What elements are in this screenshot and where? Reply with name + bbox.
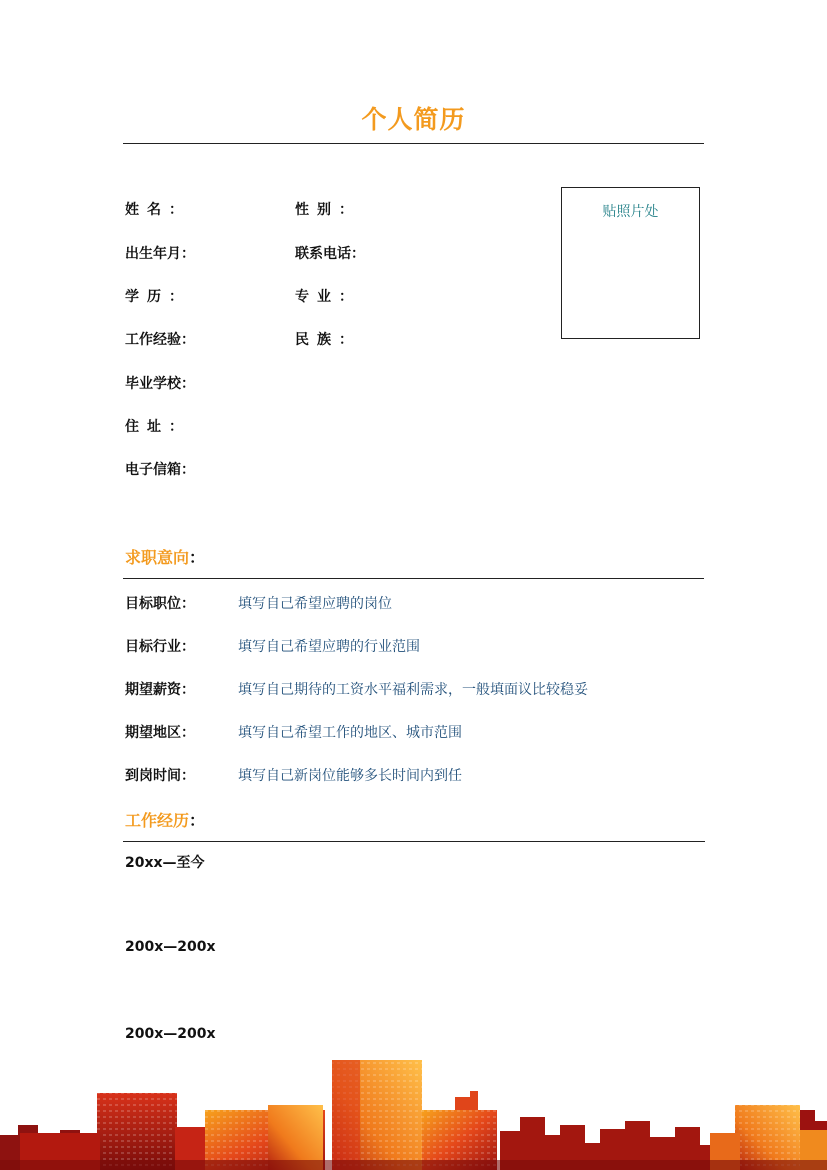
work-history-title: 工作经历	[125, 811, 190, 830]
school-label: 毕业学校：	[125, 376, 195, 392]
start-time-label: 到岗时间：	[125, 768, 195, 784]
major-label	[295, 286, 353, 306]
target-position-value: 填写自己希望应聘的岗位	[238, 596, 392, 612]
work-period-3: 200x—200x	[125, 1026, 216, 1042]
work-history-heading	[125, 808, 205, 831]
target-industry-value: 填写自己希望应聘的行业范围	[238, 639, 420, 655]
expected-salary-value: 填写自己期待的工资水平福利需求，一般填面议比较稳妥	[238, 682, 588, 698]
education-label-text: 学历：	[125, 289, 183, 305]
address-label	[125, 416, 183, 436]
birth-label: 出生年月：	[125, 246, 195, 262]
job-intent-heading	[125, 545, 205, 568]
ethnicity-label	[295, 329, 353, 349]
gender-label	[295, 199, 353, 219]
photo-placeholder-label: 贴照片处	[602, 204, 659, 220]
work-history-divider	[123, 841, 705, 842]
expected-region-value: 填写自己希望工作的地区、城市范围	[238, 725, 462, 741]
target-industry-label: 目标行业：	[125, 639, 195, 655]
start-time-value: 填写自己新岗位能够多长时间内到任	[238, 768, 462, 784]
phone-label: 联系电话：	[295, 246, 365, 262]
city-skyline-decoration	[0, 1055, 827, 1170]
gender-label-text: 性别：	[295, 202, 353, 218]
major-label-text: 专业：	[295, 289, 353, 305]
name-label-text: 姓名：	[125, 202, 183, 218]
resume-title: 个人简历	[361, 105, 466, 134]
title-divider	[123, 143, 704, 144]
address-label-text: 住址：	[125, 419, 183, 435]
work-period-2: 200x—200x	[125, 939, 216, 955]
ethnicity-label-text: 民族：	[295, 332, 353, 348]
job-intent-title: 求职意向	[125, 548, 190, 567]
work-history-colon: ：	[189, 811, 206, 830]
job-intent-colon: ：	[189, 548, 206, 567]
photo-placeholder-box	[561, 187, 700, 339]
target-position-label: 目标职位：	[125, 596, 195, 612]
email-label: 电子信箱：	[125, 462, 195, 478]
education-label	[125, 286, 183, 306]
expected-region-label: 期望地区：	[125, 725, 195, 741]
work-period-1: 20xx—至今	[125, 855, 205, 871]
job-intent-divider	[123, 578, 704, 579]
experience-label: 工作经验：	[125, 332, 195, 348]
expected-salary-label: 期望薪资：	[125, 682, 195, 698]
name-label	[125, 199, 183, 219]
